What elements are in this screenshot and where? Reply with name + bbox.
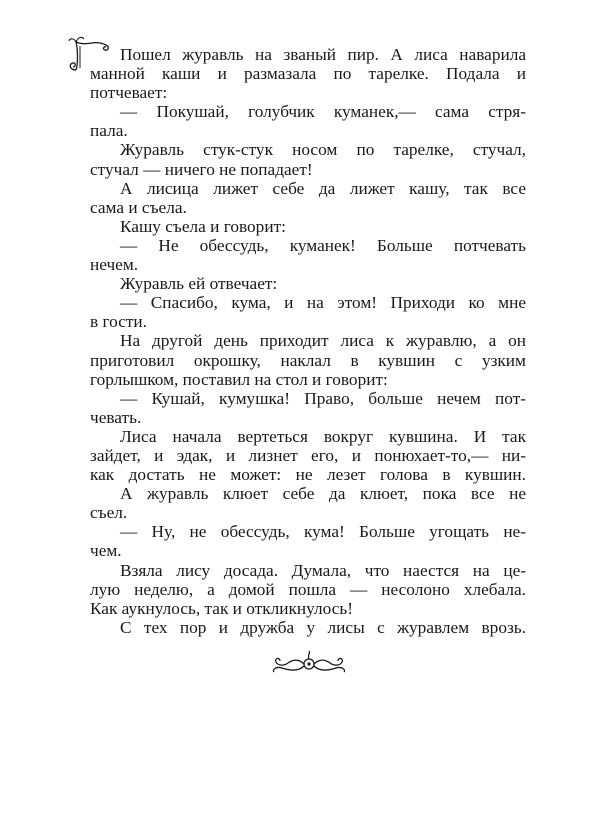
text-line: На другой день приходит лиса к журавлю, а он [120,331,526,351]
text-line: как достать не может: не лезет голова в кувшин. [90,465,526,485]
text-line: сама и съела. [90,197,187,217]
text-line: Кашу съела и говорит: [120,216,286,236]
text-line: Взяла лису досада. Думала, что наестся на це- [120,560,526,580]
text-line: Пошел журавль на званый пир. А лиса наварила [120,45,526,64]
text-line: — Кушай, кумушка! Право, больше нечем пот- [120,388,526,408]
text-line: А журавль клюет себе да клюет, пока все не [120,484,526,504]
text-line: Журавль ей отвечает: [120,274,278,294]
text-line: манной каши и размазала по тарелке. Подала и [90,64,526,84]
text-line: Лиса начала вертеться вокруг кувшина. И так [120,426,526,446]
text-line: нечем. [90,255,139,275]
text-line: — Покушай, голубчик куманек,— сама стря- [120,102,526,122]
text-line: съел. [90,503,128,523]
text-line: горлышком, поставил на стол и говорит: [90,369,388,389]
text-line: Как аукнулось, так и откликнулось! [90,598,354,618]
text-line: потчевает: [90,83,168,103]
story-text [90,45,526,637]
end-ornament-icon [268,650,350,676]
text-line: пала. [90,121,128,141]
text-line: Журавль стук-стук носом по тарелке, стучал, [120,140,526,160]
text-line: — Спасибо, кума, и на этом! Приходи ко мне [120,293,526,313]
text-line: приготовил окрошку, наклал в кувшин с узким [90,350,526,370]
text-line: лую неделю, а домой пошла — несолоно хлебала. [90,579,526,599]
text-line: С тех пор и дружба у лисы с журавлем врозь. [120,617,526,637]
text-line: А лисица лижет себе да лижет кашу, так все [120,178,526,198]
text-line: чевать. [90,407,142,427]
text-line: стучал — ничего не попадает! [90,159,313,179]
text-line: чем. [90,541,122,561]
text-line: в гости. [90,312,147,332]
text-line: — Ну, не обессудь, кума! Больше угощать не- [120,522,526,542]
text-line: — Не обессудь, куманек! Больше потчевать [120,235,526,255]
text-line: зайдет, и эдак, и лизнет его, и понюхает-то,— ни- [90,445,526,465]
